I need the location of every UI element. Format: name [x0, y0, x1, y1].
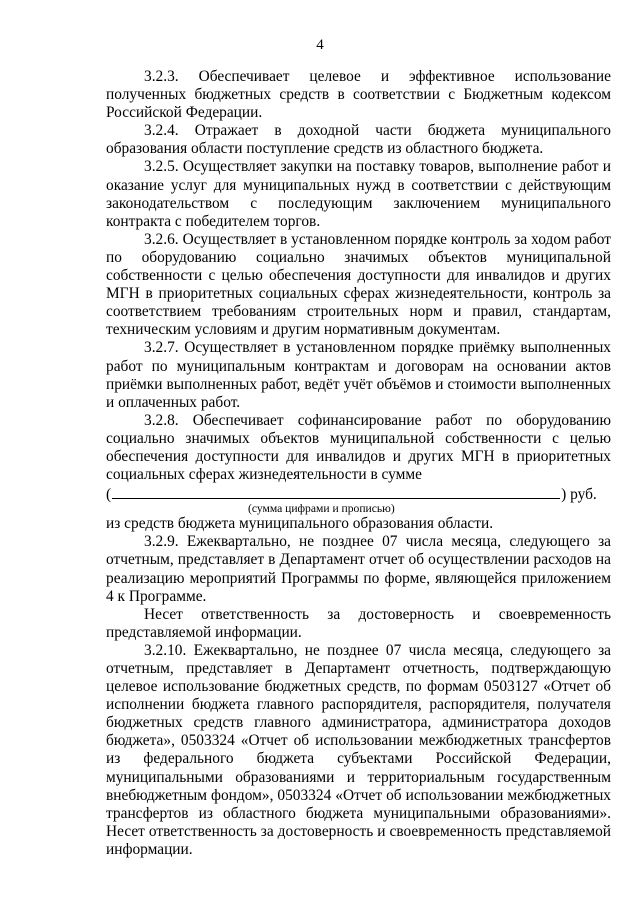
- paragraph-3-2-9-responsibility: Несет ответственность за достоверность и своевременность представляемой информации.: [106, 605, 611, 641]
- paragraph-3-2-5: 3.2.5. Осуществляет закупки на поставку товаров, выполнение работ и оказание услуг для муниципальных нужд в соответствии с действующим законодательством с последующим заключением муниципального контракта с победителем торгов.: [106, 158, 611, 230]
- page-number: 4: [316, 37, 324, 53]
- paragraph-3-2-8: [106, 412, 611, 484]
- paragraph-3-2-4: 3.2.4. Отражает в доходной части бюджета муниципального образования области поступление средств из областного бюджета.: [106, 122, 611, 158]
- document-body: [106, 68, 611, 859]
- sum-blank-line: [106, 484, 611, 502]
- paragraph-3-2-3: 3.2.3. Обеспечивает целевое и эффективное использование полученных бюджетных средств в соответствии с Бюджетным кодексом Российской Федерации.: [106, 68, 611, 122]
- paragraph-3-2-9: 3.2.9. Ежеквартально, не позднее 07 числа месяца, следующего за отчетным, представляет в Департамент отчет об осуществлении расходов на реализацию мероприятий Программы по форме, являющейся приложением 4 к Программе.: [106, 533, 611, 605]
- sum-blank-field: [112, 484, 560, 499]
- paragraph-3-2-6: 3.2.6. Осуществляет в установленном порядке контроль за ходом работ по оборудованию социально значимых объектов муниципальной собственности с целью обеспечения доступности для инвалидов и других МГН в приоритетных социальных сферах жизнедеятельности, контроль за соответствием требованиям строительных норм и правил, стандартам, техническим условиям и другим нормативным документам.: [106, 230, 611, 339]
- sum-open-paren: (: [106, 486, 112, 504]
- paragraph-3-2-8-tail: из средств бюджета муниципального образования области.: [106, 515, 494, 533]
- sum-currency: ) руб.: [561, 486, 597, 504]
- paragraph-3-2-7: 3.2.7. Осуществляет в установленном порядке приёмку выполненных работ по муниципальным контрактам и договорам на основании актов приёмки выполненных работ, ведёт учёт объёмов и стоимости выполненных и оплаченных работ.: [106, 339, 611, 411]
- paragraph-3-2-10: 3.2.10. Ежеквартально, не позднее 07 числа месяца, следующего за отчетным, представляет в Департамент отчетность, подтверждающую целевое использование бюджетных средств, по формам 0503127 «Отчет об исполнении бюджета главного распорядителя, распорядителя, получателя бюджетных средств главного администратора, администратора доходов бюджета», 0503324 «Отчет об использовании межбюджетных трансфертов из федерального бюджета субъектами Российской Федерации, муниципальными образованиями и территориальным государственным внебюджетным фондом», 0503324 «Отчет об использовании межбюджетных трансфертов из областного бюджета муниципальными образованиями». Несет ответственность за достоверность и своевременность представляемой информации.: [106, 641, 611, 858]
- paragraph-3-2-8-text: 3.2.8. Обеспечивает софинансирование работ по оборудованию социально значимых объектов муниципальной собственности с целью обеспечения доступности для инвалидов и других МГН в приоритетных социальных сферах жизнедеятельности в сумме: [106, 411, 611, 484]
- sum-caption: (сумма цифрами и прописью): [248, 502, 395, 516]
